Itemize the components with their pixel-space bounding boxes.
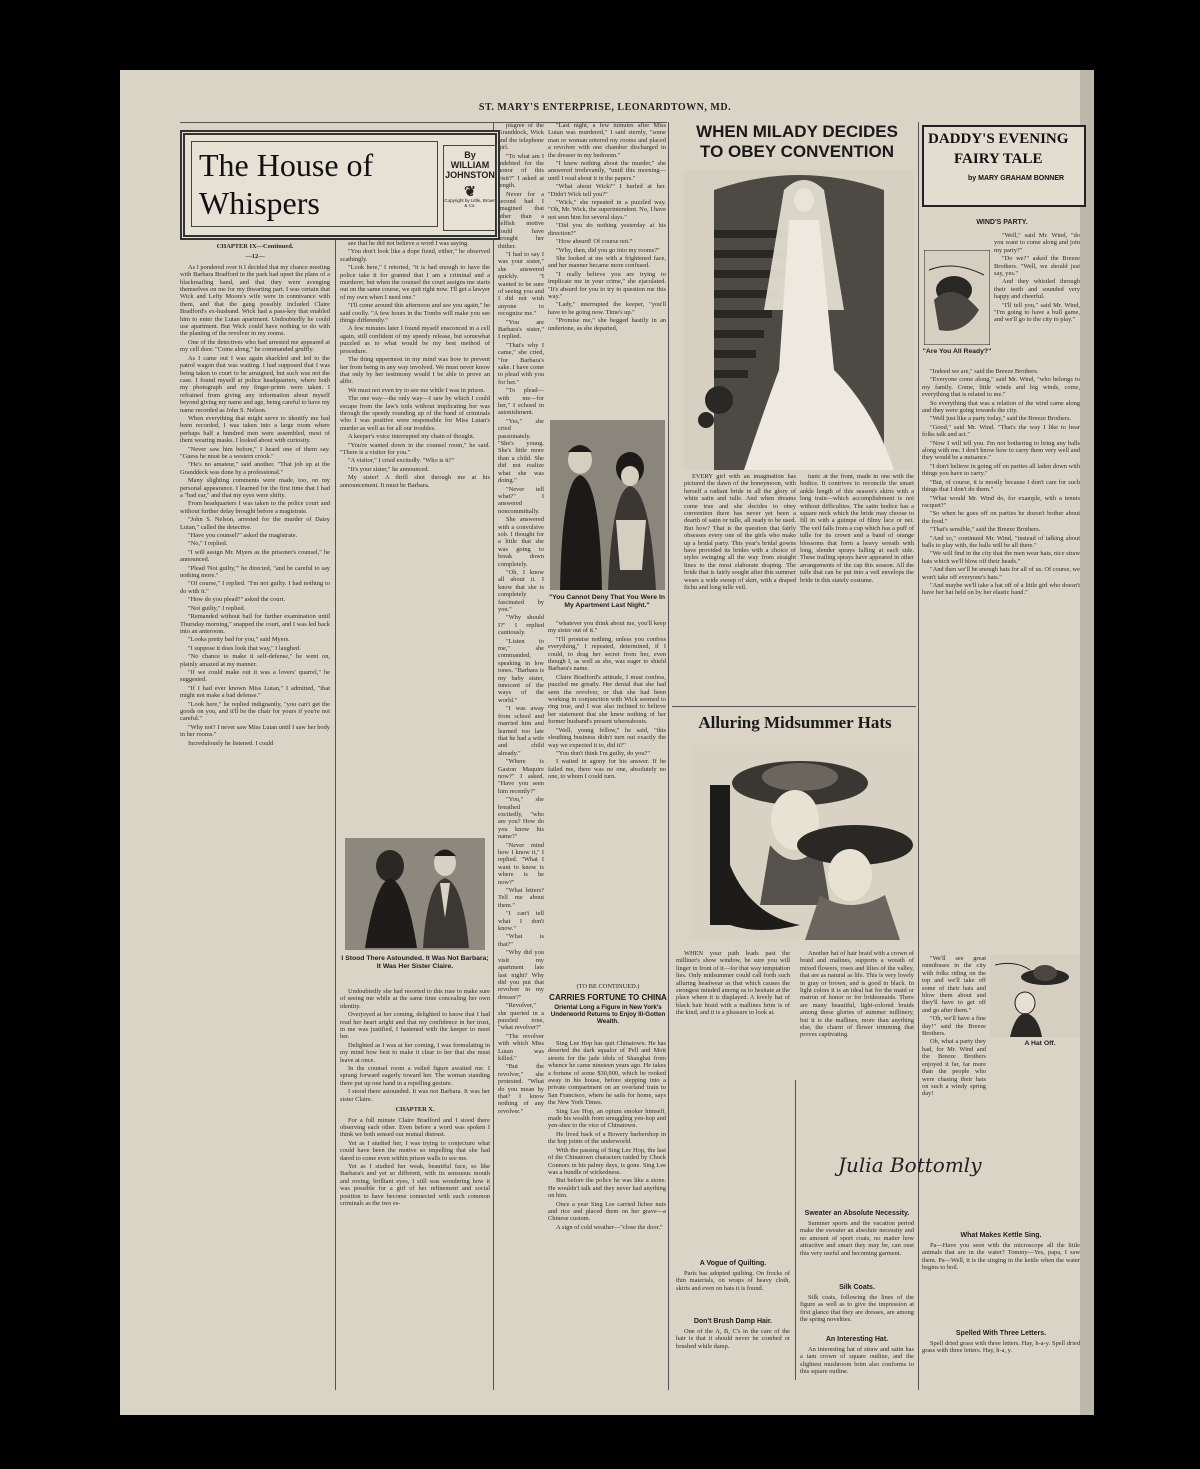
- col4b-paragraph: "Well, young fellow," he said, "this sleuthing business didn't turn out exactly the way we expected it to, did it?": [548, 726, 666, 749]
- quilting-heading: A Vogue of Quilting.: [699, 1260, 767, 1267]
- col3-paragraph: "To plead—with me—for her," I echoed in astonishment.: [498, 387, 544, 417]
- daddy-column-bottom: [922, 955, 986, 1195]
- illustration-hat-off: [990, 955, 1080, 1037]
- col3-paragraph: "Where is Gaston Maquire now?" I asked. "Have you seen him recently?": [498, 758, 544, 795]
- quilting-column: [676, 1270, 790, 1310]
- col1-paragraph: "If I had ever known Miss Lutan," I admitted, "that might not make a bad defense.": [180, 684, 330, 700]
- caption-hat-off: A Hat Off.: [1024, 1040, 1056, 1047]
- daddyCol-paragraph: "And so," continued Mr. Wind, "instead of talking about balls to play with, the balls will be all there.": [922, 534, 1080, 549]
- kettle-heading: What Makes Kettle Sing.: [960, 1232, 1042, 1239]
- col1-paragraph: "I suppose it does look that way," I laughed.: [188, 644, 301, 652]
- col3-paragraph: "Revolver," she queried in a puzzled tone, "what revolver?": [498, 1002, 544, 1032]
- daddyCol-paragraph: "Now I will tell you. I'm not bothering to bring any balls along with me. I don't know how to carry them very well and they would be a nuisance.": [922, 439, 1080, 462]
- col2-paragraph: The one way—the only way—I saw by which I could escape from the law's toils without implicating her was through the speedy rounding up of the band of criminals who I was positive were responsible for Miss Lutan's murder as well as for all our troubles.: [340, 395, 490, 432]
- col2-paragraph: My sister! A thrill shot through me at his announcement. It must be Barbara.: [340, 474, 490, 489]
- col3-paragraph: "I can't tell what I don't know.": [498, 910, 544, 933]
- fortune-headline-block: [548, 993, 668, 1025]
- col3-paragraph: "But the revolver," she protested. "What do you mean by that? I know nothing of any revolver.": [498, 1063, 544, 1115]
- col3-paragraph: "What is that?": [498, 933, 544, 948]
- col1-paragraph: "I will assign Mr. Myers as the prisoner's counsel," he announced.: [180, 548, 330, 564]
- hats-text-2: Another hat of hair braid with a crown of braid and malines, supports a wreath of mixed flowers, roses and lilies of the valley, that are as natural as life. This is very lovely in gray or brown, and is good in black. In light colors it is an ideal hat for the maid or matron of honor or for bridesmaids. There are many beautiful, light-colored braids among these glories of summer millinery, but it is the mallines, more than anything else, the charm of flower trimming that proves captivating.: [800, 950, 914, 1039]
- daddy-title-box: [922, 125, 1086, 207]
- daddyCol-paragraph: "And maybe we'll take a hat off of a little girl who doesn't have her hat held on by her elastic band.": [922, 581, 1080, 597]
- col1-paragraph: One of the detectives who had arrested me appeared at my cell door. "Come along," he commanded gruffly.: [180, 338, 330, 354]
- col4-paragraph: "What about Wick?" I hurled at her. "Didn't Wick tell you?": [548, 183, 666, 198]
- letters-column: [922, 1340, 1080, 1380]
- sheet-edge: [1080, 70, 1094, 1415]
- col1-paragraph: "He's no amateur," said another. "That job up at the Granddeck was done by a professional.": [180, 461, 330, 476]
- copyright: Copyright by Little, Brown & Co.: [444, 198, 496, 208]
- column-rule-3: [668, 122, 669, 1390]
- story-column-1: [180, 240, 330, 1390]
- silk-text: Silk coats, following the lines of the figure as well as to give the impression at first glance that they are dresses, are among the spring novelties.: [800, 1294, 914, 1324]
- daddyCol-paragraph: "That's sensible," said the Breeze Brothers.: [930, 526, 1041, 534]
- shorts-rule: [795, 1080, 796, 1380]
- daddyCol-paragraph: "But, of course, it is mostly because I don't care for such things that I don't do them.": [922, 478, 1080, 494]
- byline: By WILLIAM JOHNSTON: [445, 150, 495, 180]
- damp-text: One of the A, B, C's in the care of the hair is that it should never be combed or brushed while damp.: [676, 1328, 790, 1350]
- hats-text-1: WHEN your path leads past the milliner's show window, be sure you will linger in front of it—for that way temptation lies. Only midsummer could call forth such alluring headwear as that which causes the strongest minded among us to hesitate at the place where it is displayed. A lovely hat of black hair braid with a mallines brim is of the kind, and it is a pleasure to look at.: [676, 950, 790, 1017]
- daddyBottom-paragraph: "Oh, we'll have a fine day!" said the Breeze Brothers.: [922, 1015, 986, 1038]
- col1-paragraph: "Not guilty," I replied.: [188, 604, 246, 612]
- story-col2b-paragraphs: [340, 988, 490, 1103]
- daddyCol-paragraph: "So when he goes off on parties he doesn't bother about the food.": [922, 510, 1080, 525]
- story-column-4: [548, 122, 666, 412]
- hat-short-text: An interesting hat of straw and satin has a tam crown of square outline, and the slightest mushroom brim also conforms to this square outline.: [800, 1346, 914, 1376]
- col4-paragraph: She looked at me with a frightened face, and her manner became more confused.: [548, 254, 666, 270]
- col2-paragraph: "You're wanted down in the counsel room," he said. "There is a visitor for you.": [340, 441, 490, 456]
- col2-paragraph: The thing uppermost in my mind was how to prevent her from being in any way involved. We must never know that only by her testimony would I be able to prove an alibi.: [340, 356, 490, 386]
- section-number: —12—: [245, 253, 265, 261]
- story-col3-paragraphs: [498, 122, 544, 1115]
- col3-paragraph: "Oh, I know all about it. I know that she is completely fascinated by you.": [498, 568, 544, 613]
- column-rule-1: [335, 240, 336, 1390]
- col2c-paragraph: Yet as I studied her, I was trying to conjecture what could have been the motive so impelling that she had dared to come even within prison walls to see me.: [340, 1139, 490, 1162]
- col4-paragraph: "Did you do nothing yesterday at his direction?": [548, 222, 666, 237]
- daddyCol-paragraph: So everything that was a relation of the wind came along and they were going towards the city.: [922, 399, 1080, 415]
- milady-column-2: [800, 473, 914, 701]
- milady-headline-2: TO OBEY CONVENTION: [700, 142, 894, 161]
- col2-paragraph: "I'll come around this afternoon and see you again," he said coolly. "A few hours in the Tombs will make you see things differently.": [340, 302, 490, 325]
- col2-paragraph: We must not even try to see me while I was in prison.: [348, 386, 486, 394]
- col3-paragraph: "That's why I came," she cried, "for Barbara's sake. I have come to plead with you for her.": [498, 341, 544, 386]
- col2b-paragraph: Delighted as I was at her coming, I was formulating in my mind how best to make it clear to her that she must leave at once.: [340, 1041, 490, 1064]
- col2-paragraph: see that he did not believe a word I was saying.: [348, 240, 469, 247]
- col1-paragraph: "Never saw him before," I heard one of them say. "Guess he must be a western crook.": [180, 445, 330, 460]
- illustration-wind: [924, 250, 990, 345]
- col2b-paragraph: In the counsel room a veiled figure awaited me. I sprang forward eagerly toward her. The woman standing there put up one hand in a repelling gesture.: [340, 1065, 490, 1087]
- byline-box: [443, 145, 497, 231]
- daddyCol-paragraph: "Indeed we are," said the Breeze Brothers.: [930, 368, 1039, 375]
- col3-paragraph: "Yes," she cried passionately. "She's young. She's little more than a child. She did not realize what she was doing.": [498, 417, 544, 485]
- col4b-paragraph: Claire Bradford's attitude, I must confess, puzzled me greatly. Her denial that she had seen the revolver, or that she had been working in conjunction with Wick seemed to ring true, and I was also inclined to believe her statement that she knew nothing of her former husband's present whereabouts.: [548, 673, 666, 726]
- damp-column: [676, 1328, 790, 1384]
- hats-column-1-continued: [676, 1080, 790, 1255]
- daddyTop-paragraph: "I'll tell you," said Mr. Wind, "I'm going to have a bull game, and we'll go to the city to play.": [994, 301, 1080, 324]
- col2-paragraph: "It's your sister," he announced.: [348, 465, 430, 473]
- daddy-paragraphs: [922, 368, 1080, 597]
- col2-paragraph: A few minutes later I found myself ensconced in a cell again, still confident of my speedy release, but somewhat puzzled as to what would be my best method of procedure.: [340, 325, 490, 355]
- fortune-headline: CARRIES FORTUNE TO CHINA: [549, 993, 667, 1002]
- column-rule-4: [918, 122, 919, 1390]
- illustration-wind-drawing: [924, 250, 990, 345]
- col1-paragraph: "Plead 'Not guilty,'" he directed, "and be careful to say nothing more.": [180, 564, 330, 580]
- col2-paragraph: "A visitor," I cried excitedly. "Who is it?": [348, 457, 455, 465]
- daddyTop-paragraph: "Do we?" asked the Breeze Brothers. "Well, we should just say, yes.": [994, 255, 1080, 278]
- col4-paragraph: "Wick," she repeated in a puzzled way. "Oh, Mr. Wick, the superintendent. No, I have not seen him for several days.": [548, 199, 666, 221]
- col2b-paragraph: Undoubtedly she had resorted to this ruse to make sure of seeing me while at the same time concealing her own identity.: [340, 988, 490, 1010]
- daddy-author: by MARY GRAHAM BONNER: [968, 175, 1065, 182]
- daddyTop-paragraph: And they whistled through their teeth and sounded very happy and cheerful.: [994, 278, 1080, 301]
- damp-heading: Don't Brush Damp Hair.: [693, 1318, 773, 1325]
- illustration-hats-drawing: [690, 745, 915, 940]
- col4-paragraph: "I really believe you are trying to implicate me in your crime," she ejaculated. "It's absurd for you to try to question me this way.": [548, 270, 666, 300]
- story-title-line1: The House of: [199, 147, 374, 183]
- illustration-caption-2: "You Cannot Deny That You Were In My Apartment Last Night.": [548, 594, 665, 609]
- illustration-caption-1: I Stood There Astounded. It Was Not Barbara; It Was Her Sister Claire.: [341, 955, 489, 970]
- fortune-paragraph: With the passing of Sing Lee Hop, the last of the Chinatown characters raided by Chuck Connors in his palmy days, is gone. Sing Lee was a bundle of wickedness.: [548, 1146, 666, 1176]
- col4b-paragraph: I waited in agony for his answer. If he failed me, there was no one, absolutely no one, to whom I could turn.: [548, 758, 666, 781]
- milady-headline-1: WHEN MILADY DECIDES: [696, 122, 898, 141]
- daddy-bottom-paragraphs: [922, 955, 986, 1098]
- illustration-hats: [690, 745, 915, 940]
- story-col1-paragraphs: [180, 264, 330, 747]
- col4-paragraph: "Why, then, did you go into my rooms?": [556, 246, 660, 254]
- hats-headline: Alluring Midsummer Hats: [698, 713, 892, 732]
- col4-paragraph: "Promise me," she begged hastily in an undertone, as she departed,: [548, 317, 666, 332]
- col3-paragraph: "The revolver with which Miss Lutan was killed.": [498, 1032, 544, 1062]
- fortune-paragraph: Sing Lee Hop has quit Chinatown. He has deserted the dark squalor of Pell and Mott streets for the jade idols of Shanghai from whence he came nineteen years ago. He takes a fortune of some $30,000, which he rooked away in his house, before stepping into a private compartment on an overland train to San Francisco, where he sails for home, says the New York Times.: [548, 1040, 666, 1107]
- fortune-paragraph: Once a year Sing Lee carried lichee nuts and rice and placed them on her grave—a Chinese custom.: [548, 1200, 666, 1223]
- col2-paragraph: "You don't look like a dope fiend, either," he observed scathingly.: [340, 248, 490, 263]
- col3-paragraph: "What letters? Tell me about them.": [498, 887, 544, 909]
- milady-text-1: EVERY girl with an imagination has pictured the dawn of the honeymoon, with herself a radiant bride in all the glory of white satin and tulle. And when dreams come true and she decides to obey convention there has never yet been a dearth of satin or tulle, all ready to be used. But how? That is the question that fairly obsesses every one of the girls who make up a bridal party. This year's bridal gowns have provided its brides with a choice of styles swinging all the way from straight lines to the most elaborate draping. The bride that is fairly sought after this summer wears a wide sweep of skirt, with a draped fichu and long tulle veil.: [684, 473, 796, 592]
- daddyCol-paragraph: "And then we'll be enough hats for all of us. Of course, we won't take off everyone's hats.": [922, 566, 1080, 581]
- col1-paragraph: "John S. Nelson, arrested for the murder of Daisy Lutan," called the detective.: [180, 516, 330, 531]
- col1-paragraph: "Have you counsel?" asked the magistrate.: [188, 532, 298, 540]
- col2b-paragraph: I stood there astounded. It was not Barbara. It was her sister Claire.: [340, 1088, 490, 1103]
- to-be-continued: (TO BE CONTINUED.): [576, 983, 640, 990]
- col1-paragraph: When everything that might serve to identify me had been recorded, I was taken into a large room where perhaps half a hundred men were assembled, most of them wearing masks. I looked about with curiosity.: [180, 414, 330, 445]
- daddyBottom-paragraph: "We'll see great omnibuses in the city with folks riding on the top and we'll take off some of their hats and blow them about and they'll have to get off and go after them.": [922, 955, 986, 1014]
- fortune-paragraph: A sign of cold weather—"close the door.": [556, 1223, 663, 1231]
- daddy-top-paragraphs: [994, 232, 1080, 324]
- col3-paragraph: She answered with a convulsive sob. I thought for a little that she was going to break down completely.: [498, 516, 544, 568]
- wind-party-title: WIND'S PARTY.: [976, 219, 1028, 226]
- fortune-paragraph: But before the police he was like a stone. He wouldn't talk and they never had anything on him.: [548, 1177, 666, 1200]
- daddyTop-paragraph: "Well," said Mr. Wind, "do you want to come along and join my party?": [994, 232, 1080, 254]
- chapter-x-heading: CHAPTER X.: [395, 1106, 435, 1114]
- daddy-column-top: [994, 232, 1080, 364]
- col3-paragraph: "I had to say I was your sister," she answered quickly. "I wanted to be sure of seeing you and I did not wish anyone to recognize me.": [498, 250, 544, 318]
- story-column-4b: [548, 620, 666, 975]
- illustration-apartment: [550, 420, 665, 590]
- milady-text-2: tunic at the front, made in one with the bodice. It contrives to reconcile the smart ankle length of this season's skirts with a long train—which accomplishment is not without difficulties. The satin bodice has a square neck which the bride may choose to fill in with a guimpe of filmy lace or net. The veil falls from a cup which has a puff of tulle for its crown and a band of orange blossoms that form a heavy wreath with long, slender sprays falling at each side. These trailing sprays have appeared in other arrangements of the cap this season. All the tulle that can be put into a veil envelops the bride in this stately costume.: [800, 473, 914, 584]
- kettle-text: Pa—Have you seen with the microscope all the little animals that are in the water? Tommy—Yes, papa, I saw them. Pa—Well, it is the singing in the kettle when the water begins to boil.: [922, 1242, 1080, 1272]
- col1-paragraph: "Of course," I replied. "I'm not guilty. I had nothing to do with it.": [180, 580, 330, 595]
- col1-paragraph: "Look here," he replied indignantly, "you can't get the goods on you, and it'll be the chair for yours if you're not careful.": [180, 700, 330, 723]
- col4b-paragraph: "whatever you think about me, you'll keep my sister out of it.": [548, 620, 666, 635]
- daddy-title-1: DADDY'S EVENING: [928, 131, 1069, 147]
- daddyCol-paragraph: "Everyone come along," said Mr. Wind, "who belongs to my family. Come, little winds and big winds, come, everything that is related to me.": [922, 376, 1080, 399]
- col3-paragraph: "To what am I indebted for the honor of this visit?" I asked at length.: [498, 152, 544, 190]
- col4-paragraph: "Lady," interrupted the keeper, "you'll have to be going now. Time's up.": [548, 301, 666, 316]
- story-title-line2: Whispers: [199, 185, 320, 221]
- col1-paragraph: "How do you plead?" asked the court.: [188, 596, 285, 604]
- caption-ready: "Are You All Ready?": [922, 348, 992, 355]
- col2-paragraph: A keeper's voice interrupted my chain of thought.: [348, 433, 475, 441]
- column-rule-2: [493, 122, 494, 1390]
- daddyCol-paragraph: "I don't believe in going off on parties all laden down with things you have to carry.": [922, 462, 1080, 478]
- col2-paragraph: "Look here," I retorted, "it is bad enough to have the police take it for granted that I am a criminal and a murderer, but when the counsel the court assigns me starts out on the same course, we quit right now. I'll get a lawyer of my own when I need one.": [340, 264, 490, 301]
- sweater-column: [800, 1220, 914, 1280]
- daddy-column: [922, 368, 1080, 943]
- fortune-column: [548, 1040, 666, 1380]
- col2c-paragraph: For a full minute Claire Bradford and I stood there observing each other. Even before a word was spoken I think we both sensed our mutual distrust.: [340, 1116, 490, 1139]
- kettle-column: [922, 1242, 1080, 1306]
- daddyBottom-paragraph: Oh, what a party they had, for Mr. Wind and the Breeze Brothers enjoyed it far, far more than the people who were chasing their hats on such a windy spring day!: [922, 1038, 986, 1098]
- col1-paragraph: "If we could make out it was a lovers' quarrel," he suggested.: [180, 668, 330, 684]
- col3-paragraph: "You," she breathed excitedly, "who are you? How do you know his name?": [498, 796, 544, 841]
- sweater-heading: Sweater an Absolute Necessity.: [804, 1210, 910, 1217]
- col1-paragraph: "Why not? I never saw Miss Lutan until I saw her body in her rooms.": [180, 723, 330, 739]
- story-column-2: [340, 240, 490, 835]
- col3-paragraph: "Why did you visit my apartment late last night? Why did you put that revolver in my dresser?": [498, 949, 544, 1001]
- illustration-hat-off-drawing: [990, 955, 1080, 1037]
- col4b-paragraph: "I'll promise nothing, unless you confess everything," I repeated, determined, if I could, to drag her secret from her, even though I, as well as she, was eager to shield Barbara's name.: [548, 635, 666, 673]
- col1-paragraph: "Looks pretty bad for you," said Myers.: [188, 636, 290, 644]
- col3-paragraph: "Why should I?" I replied cautiously.: [498, 614, 544, 637]
- hat-short-heading: An Interesting Hat.: [825, 1336, 889, 1343]
- story-col2-paragraphs: [340, 240, 490, 489]
- sweater-text: Summer sports and the vacation period make the sweater an absolute necessity and no amount of sport coats, no matter how attractive and smart they may be, can oust this very useful and becoming garment.: [800, 1220, 914, 1257]
- fortune-paragraphs: [548, 1040, 666, 1231]
- fortune-paragraph: Sing Lee Hop, an opium smoker himself, made his wealth from smuggling yen-hop and yen-shee to the vice of Chinatown.: [548, 1107, 666, 1130]
- col3-paragraph: "You are Barbara's sister," I replied.: [498, 318, 544, 341]
- col3-paragraph: "Listen to me," she commanded, speaking in low tones. "Barbara is my baby sister, innocent of the ways of the world.": [498, 637, 544, 704]
- col2c-paragraph: Yet as I studied her weak, beautiful face, so like Barbara's and yet so different, with its sensuous mouth and roving, brilliant eyes, I still was wondering how it was possible for a girl of her refinement and social position to have become connected with such common criminals as the two es-: [340, 1162, 490, 1207]
- illustration-bride-drawing: [684, 170, 914, 470]
- hats-rule: [672, 706, 916, 707]
- fortune-paragraph: He lived back of a Bowery barbershop in the hop joints of the underworld.: [548, 1130, 666, 1146]
- story-column-2b: [340, 988, 490, 1388]
- illustration-bride: [684, 170, 914, 470]
- col1-paragraph: "No," I replied.: [188, 540, 228, 548]
- story-col2c-paragraphs: [340, 1117, 490, 1208]
- hats-column-2: [800, 950, 914, 1070]
- col4b-paragraph: "You don't think I'm guilty, do you?": [556, 749, 650, 757]
- story-col4b-paragraphs: [548, 620, 666, 781]
- hats-signature: Julia Bottomly: [838, 1153, 982, 1177]
- col1-paragraph: "No chance to make it self-defense," he went on, plainly amazed at my manner.: [180, 653, 330, 668]
- illustration-apartment-drawing: [550, 420, 665, 590]
- story-title-box: [180, 130, 500, 240]
- fortune-subhead: Oriental Long a Figure in New York's Underworld Returns to Enjoy Ill-Gotten Wealth.: [550, 1004, 666, 1025]
- col3-paragraph: "Never mind how I know it," I replied. "What I want to know is where is he now?": [498, 841, 544, 886]
- col3-paragraph: pisgree of the Granddock, Wick and the telephone girl.: [498, 122, 544, 152]
- daddyCol-paragraph: "What would Mr. Wind do, for example, with a tennis racquet?": [922, 494, 1080, 509]
- masthead: ST. MARY'S ENTERPRISE, LEONARDTOWN, MD.: [478, 102, 732, 113]
- col3-paragraph: "Never tell what?" I answered noncommittally.: [498, 485, 544, 515]
- col4-paragraph: "Last night, a few minutes after Miss Lutan was murdered," I said sternly, "some man or woman entered my rooms and placed a revolver with one chamber discharged in the dresser in my bedroom.": [548, 122, 666, 159]
- leaf-ornament-icon: ❦: [464, 183, 476, 199]
- milady-headline-block: [672, 122, 922, 162]
- daddy-title-2: FAIRY TALE: [954, 151, 1043, 167]
- quilting-text: Paris has adopted quilting. On frocks of thin materials, on wraps of heavy cloth, skirts and even on hats it is found.: [676, 1270, 790, 1292]
- hat-short-column: [800, 1346, 914, 1386]
- col1-paragraph: Many slighting comments were made, too, on my personal appearance. I learned for the first time that I had a "bad ear," and that my eyes were shifty.: [180, 477, 330, 499]
- col3-paragraph: Never for a second had I imagined that other than a selfish motive could have brought her thither.: [498, 190, 544, 250]
- col4-paragraph: "I knew nothing about the murder," she answered irrelevantly, "until this morning—until I read about it in the papers.": [548, 160, 666, 182]
- hats-column-1: [676, 950, 790, 1070]
- silk-column: [800, 1294, 914, 1330]
- letters-heading: Spelled With Three Letters.: [955, 1330, 1047, 1337]
- letters-text: Spell dried grass with three letters. Hay, h-a-y. Spell dried grass with three letters. Hay, h-a, y.: [922, 1340, 1080, 1355]
- milady-column-1: [684, 473, 796, 701]
- chapter-heading: CHAPTER IX—Continued.: [216, 243, 294, 250]
- col1-paragraph: As I pondered over it I decided that my chance meeting with Barbara Bradford in the park had upset the plans of a blackmailing band, and that they were avenging themselves on me for my thwarting part. I was certain that Wick and Lefty Moore's wife were in connivance with them, and that the gang possibly included Claire Bradford's ex-husband. Wick had a pass-key that enabled him to enter the Lutan apartment. Undoubtedly he could use apartment. But Wick could have nothing to do with the planting of the revolver in my rooms.: [180, 263, 330, 338]
- col2b-paragraph: Overjoyed at her coming, delighted to know that I had read her heart aright and that my confidence in her trust, in me was justified, I hastened with the keeper to meet her.: [340, 1011, 490, 1041]
- illustration-claire: [345, 838, 485, 950]
- col3-paragraph: "I was away from school and married him and learned too late that he had a wife and child already.": [498, 705, 544, 757]
- illustration-claire-drawing: [345, 838, 485, 950]
- daddyCol-paragraph: "We will find in the city that the men wear hats, nice straw hats which we'll blow off their heads.": [922, 550, 1080, 565]
- col4-paragraph: "How absurd! Of course not.": [556, 238, 633, 246]
- col1-paragraph: As I came out I was again shackled and led to the patrol wagon that was waiting. I had supposed that I was being taken to court to be arraigned, but such was not the case. I found myself at police headquarters, where both my photograph and my finger-prints were taken. I refrained from giving any information about myself beyond giving my name and age, being careful to have my name recorded as John S. Nelson.: [180, 354, 330, 414]
- daddyCol-paragraph: "Good," said Mr. Wind. "That's the way I like to hear folks talk and act.": [922, 423, 1080, 439]
- col1-paragraph: "Remanded without bail for further examination until Thursday morning," snapped the court, and I was led back into an anteroom.: [180, 613, 330, 635]
- daddyCol-paragraph: "Well just like a party today," said the Breeze Brothers.: [930, 415, 1072, 423]
- silk-heading: Silk Coats.: [839, 1284, 875, 1291]
- col1-paragraph: Incredulously he listened. I could: [188, 739, 274, 747]
- story-col4-paragraphs: [548, 122, 666, 332]
- col1-paragraph: From headquarters I was taken to the police court and without further delay brought before a magistrate.: [180, 500, 330, 515]
